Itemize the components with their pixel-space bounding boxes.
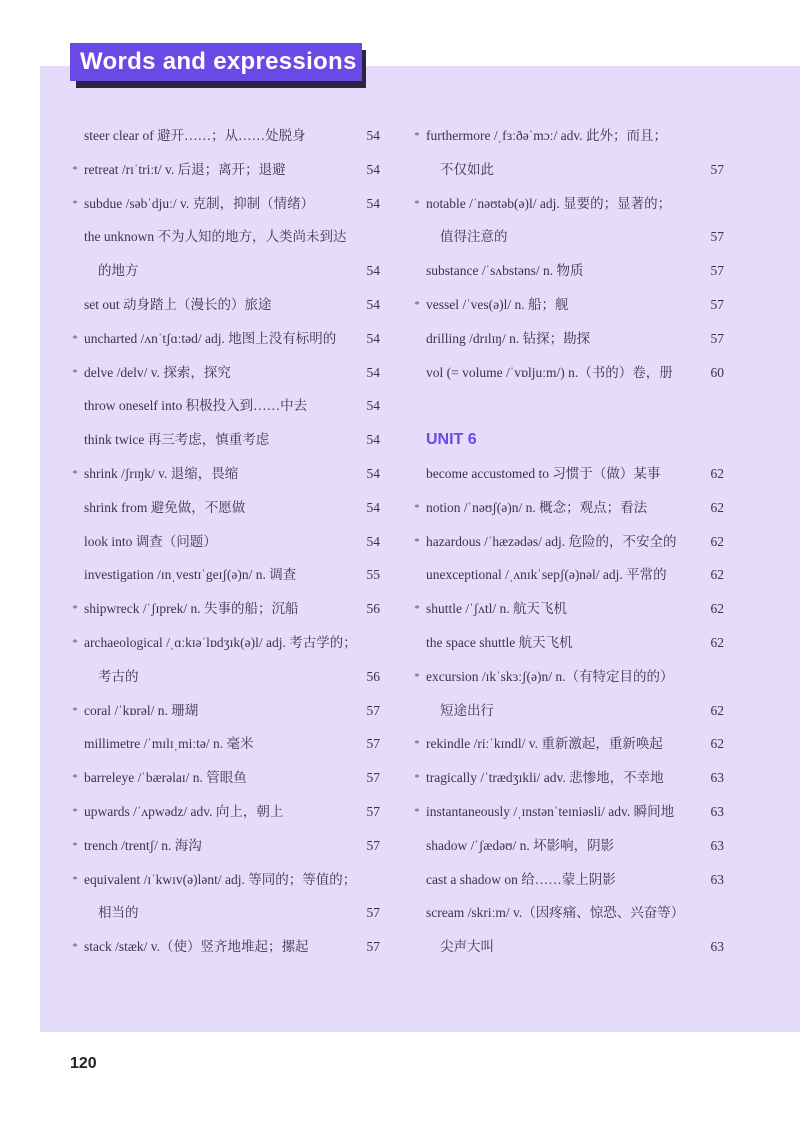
entry-text: shipwreck /ˈʃɪprek/ n. 失事的船；沉船 (84, 601, 299, 617)
entry-page-number: 54 (366, 533, 380, 549)
entry-page-number: 57 (366, 837, 380, 853)
entry-text: trench /trentʃ/ n. 海沟 (84, 837, 202, 853)
entry-page-number: 57 (710, 330, 724, 346)
glossary-entry (70, 423, 380, 457)
entry-page-number: 62 (710, 634, 724, 650)
entry-text: 考古的 (98, 668, 139, 684)
entry-page-number: 57 (710, 296, 724, 312)
entry-text: 短途出行 (440, 702, 494, 718)
entry-page-number: 62 (710, 499, 724, 515)
glossary-entry (70, 153, 380, 187)
glossary-entry (412, 592, 724, 626)
entry-text: 尖声大叫 (440, 939, 494, 955)
entry-text: 相当的 (98, 905, 139, 921)
entry-text: throw oneself into 积极投入到……中去 (84, 398, 308, 414)
entry-page-number: 57 (366, 770, 380, 786)
unit-heading-row (412, 423, 724, 457)
glossary-entry (412, 491, 724, 525)
entry-page-number: 57 (366, 939, 380, 955)
page-number: 120 (70, 1055, 97, 1072)
entry-page-number: 63 (710, 871, 724, 887)
glossary-entry (70, 119, 380, 153)
asterisk-icon: * (414, 131, 420, 142)
entry-text: shuttle /ˈʃʌtl/ n. 航天飞机 (426, 601, 567, 617)
glossary-entry (70, 896, 380, 930)
asterisk-icon: * (414, 198, 420, 210)
page-title: Words and expressions (70, 43, 362, 81)
glossary-entry (70, 525, 380, 559)
entry-text: delve /delv/ v. 探索，探究 (84, 364, 231, 380)
entry-page-number: 62 (710, 736, 724, 752)
glossary-entry (70, 491, 380, 525)
left-column (70, 119, 380, 964)
entry-text: substance /ˈsʌbstəns/ n. 物质 (426, 263, 584, 279)
glossary-entry (70, 187, 380, 221)
glossary-entry (70, 389, 380, 423)
entry-text: vol (= volume /ˈvɒljuːm/) n.（书的）卷，册 (426, 364, 673, 380)
entry-text: instantaneously /ˌɪnstənˈteɪniəsli/ adv. 瞬间地 (426, 803, 675, 819)
entry-page-number: 57 (710, 161, 724, 177)
glossary-entry (70, 930, 380, 964)
entry-page-number: 54 (366, 128, 380, 143)
glossary-entry (70, 694, 380, 728)
entry-page-number: 56 (366, 668, 380, 684)
entry-text: notion /ˈnəʊʃ(ə)n/ n. 概念；观点；看法 (426, 499, 648, 515)
glossary-entry (412, 930, 724, 964)
glossary-entry (412, 727, 724, 761)
asterisk-icon: * (414, 806, 420, 818)
entry-page-number: 57 (366, 702, 380, 718)
entry-page-number: 57 (366, 736, 380, 752)
glossary-entry (412, 220, 724, 254)
entry-page-number: 54 (366, 499, 380, 515)
glossary-entry (412, 558, 724, 592)
unit-heading: UNIT 6 (426, 431, 477, 449)
glossary-entry (412, 356, 724, 390)
entry-text: steer clear of 避开……；从……处脱身 (84, 128, 306, 143)
glossary-entry (412, 288, 724, 322)
entry-page-number: 62 (710, 567, 724, 583)
entry-text: tragically /ˈtrædʒɪkli/ adv. 悲惨地，不幸地 (426, 770, 664, 786)
entry-page-number: 55 (366, 567, 380, 583)
glossary-entry (70, 558, 380, 592)
entry-text: upwards /ˈʌpwədz/ adv. 向上，朝上 (84, 803, 284, 819)
glossary-entry (70, 356, 380, 390)
entry-text: 值得注意的 (440, 229, 508, 245)
glossary-entry (70, 829, 380, 863)
entry-page-number: 57 (710, 263, 724, 279)
asterisk-icon: * (72, 367, 78, 379)
entry-text: become accustomed to 习惯于（做）某事 (426, 465, 661, 481)
asterisk-icon: * (72, 806, 78, 818)
asterisk-icon: * (72, 198, 78, 210)
entry-text: millimetre /ˈmɪlɪˌmiːtə/ n. 毫米 (84, 736, 254, 752)
entry-page-number: 56 (366, 601, 380, 617)
entry-text: cast a shadow on 给……蒙上阴影 (426, 871, 616, 887)
glossary-entry (70, 761, 380, 795)
asterisk-icon: * (414, 739, 420, 751)
glossary-entry (70, 322, 380, 356)
glossary-entry (70, 795, 380, 829)
entry-text: 不仅如此 (440, 161, 494, 177)
entry-text: notable /ˈnəʊtəb(ə)l/ adj. 显要的；显著的； (426, 195, 672, 211)
entry-text: 的地方 (98, 263, 139, 279)
entry-page-number: 63 (710, 939, 724, 955)
asterisk-icon: * (72, 604, 78, 616)
asterisk-icon: * (72, 333, 78, 345)
glossary-entry (412, 254, 724, 288)
entry-text: retreat /rɪˈtriːt/ v. 后退；离开；退避 (84, 161, 286, 177)
entry-page-number: 57 (366, 905, 380, 921)
glossary-entry (412, 795, 724, 829)
glossary-entry (412, 863, 724, 897)
asterisk-icon: * (414, 502, 420, 514)
glossary-entry (70, 727, 380, 761)
glossary-entry (70, 220, 380, 254)
entry-text: barreleye /ˈbærəlaɪ/ n. 管眼鱼 (84, 770, 247, 786)
entry-text: excursion /ɪkˈskɜːʃ(ə)n/ n.（有特定目的的） (426, 668, 674, 684)
asterisk-icon: * (414, 536, 420, 548)
entry-page-number: 54 (366, 263, 380, 279)
entry-text: the space shuttle 航天飞机 (426, 634, 573, 650)
entry-page-number: 54 (366, 330, 380, 346)
entry-page-number: 60 (710, 364, 724, 380)
entry-text: set out 动身踏上（漫长的）旅途 (84, 296, 272, 312)
asterisk-icon: * (72, 468, 78, 480)
entry-page-number: 54 (366, 161, 380, 177)
entry-page-number: 54 (366, 398, 380, 414)
asterisk-icon: * (72, 840, 78, 852)
entry-page-number: 63 (710, 837, 724, 853)
entry-page-number: 54 (366, 465, 380, 481)
entry-page-number: 54 (366, 364, 380, 380)
entry-text: stack /stæk/ v.（使）竖齐地堆起；摞起 (84, 939, 309, 955)
glossary-entry (412, 694, 724, 728)
entry-text: vessel /ˈves(ə)l/ n. 船；舰 (426, 296, 569, 312)
asterisk-icon: * (72, 773, 78, 785)
entry-page-number: 62 (710, 533, 724, 549)
glossary-entry (412, 457, 724, 491)
asterisk-icon: * (72, 164, 78, 176)
asterisk-icon: * (72, 637, 78, 649)
entry-text: uncharted /ʌnˈtʃɑːtəd/ adj. 地图上没有标明的 (84, 330, 337, 346)
entry-text: think twice 再三考虑，慎重考虑 (84, 432, 270, 448)
entry-text: furthermore /ˌfɜːðəˈmɔː/ adv. 此外；而且； (426, 128, 667, 143)
entry-text: shrink from 避免做，不愿做 (84, 499, 246, 515)
entry-page-number: 57 (710, 229, 724, 245)
entry-page-number: 62 (710, 601, 724, 617)
asterisk-icon: * (414, 299, 420, 311)
entry-page-number: 54 (366, 296, 380, 312)
asterisk-icon: * (414, 604, 420, 616)
entry-text: investigation /ɪnˌvestɪˈgeɪʃ(ə)n/ n. 调查 (84, 567, 297, 583)
entry-page-number: 63 (710, 770, 724, 786)
entry-text: coral /ˈkɒrəl/ n. 珊瑚 (84, 702, 199, 718)
glossary-entry (412, 829, 724, 863)
right-column (412, 119, 724, 964)
glossary-entry (412, 187, 724, 221)
entry-page-number: 63 (710, 803, 724, 819)
entry-page-number: 62 (710, 702, 724, 718)
entry-text: unexceptional /ˌʌnɪkˈsepʃ(ə)nəl/ adj. 平常的 (426, 567, 667, 583)
glossary-entry (70, 288, 380, 322)
entry-text: drilling /drɪlɪŋ/ n. 钻探；勘探 (426, 330, 591, 346)
entry-text: shrink /ʃrɪŋk/ v. 退缩，畏缩 (84, 465, 239, 481)
entry-page-number: 54 (366, 432, 380, 448)
entry-text: shadow /ˈʃædəʊ/ n. 坏影响，阴影 (426, 837, 615, 853)
glossary-entry (70, 254, 380, 288)
glossary-entry (412, 896, 724, 930)
glossary-entry (70, 626, 380, 660)
entry-text: look into 调查（问题） (84, 533, 217, 549)
entry-text: equivalent /ɪˈkwɪv(ə)lənt/ adj. 等同的；等值的； (84, 871, 357, 887)
glossary-entry (412, 322, 724, 356)
glossary-entry (412, 119, 724, 153)
entry-text: subdue /səbˈdjuː/ v. 克制，抑制（情绪） (84, 195, 315, 211)
glossary-entry (412, 525, 724, 559)
asterisk-icon: * (72, 874, 78, 886)
asterisk-icon: * (414, 671, 420, 683)
glossary-entry (412, 153, 724, 187)
glossary-entry (70, 863, 380, 897)
entry-page-number: 62 (710, 465, 724, 481)
glossary-entry (412, 660, 724, 694)
glossary-entry (70, 457, 380, 491)
entry-text: archaeological /ˌɑːkɪəˈlɒdʒɪk(ə)l/ adj. 考古学的； (84, 634, 357, 650)
glossary-entry (70, 592, 380, 626)
entry-text: the unknown 不为人知的地方，人类尚未到达 (84, 229, 347, 245)
entry-page-number: 57 (366, 803, 380, 819)
spacer-row (412, 389, 724, 423)
entry-text: hazardous /ˈhæzədəs/ adj. 危险的，不安全的 (426, 533, 677, 549)
glossary-entry (412, 626, 724, 660)
entry-text: scream /skriːm/ v.（因疼痛、惊恐、兴奋等） (426, 905, 685, 921)
asterisk-icon: * (72, 705, 78, 717)
glossary-entry (412, 761, 724, 795)
asterisk-icon: * (72, 942, 78, 954)
asterisk-icon: * (414, 773, 420, 785)
entry-page-number: 54 (366, 195, 380, 211)
glossary-entry (70, 660, 380, 694)
entry-text: rekindle /riːˈkɪndl/ v. 重新激起，重新唤起 (426, 736, 663, 752)
